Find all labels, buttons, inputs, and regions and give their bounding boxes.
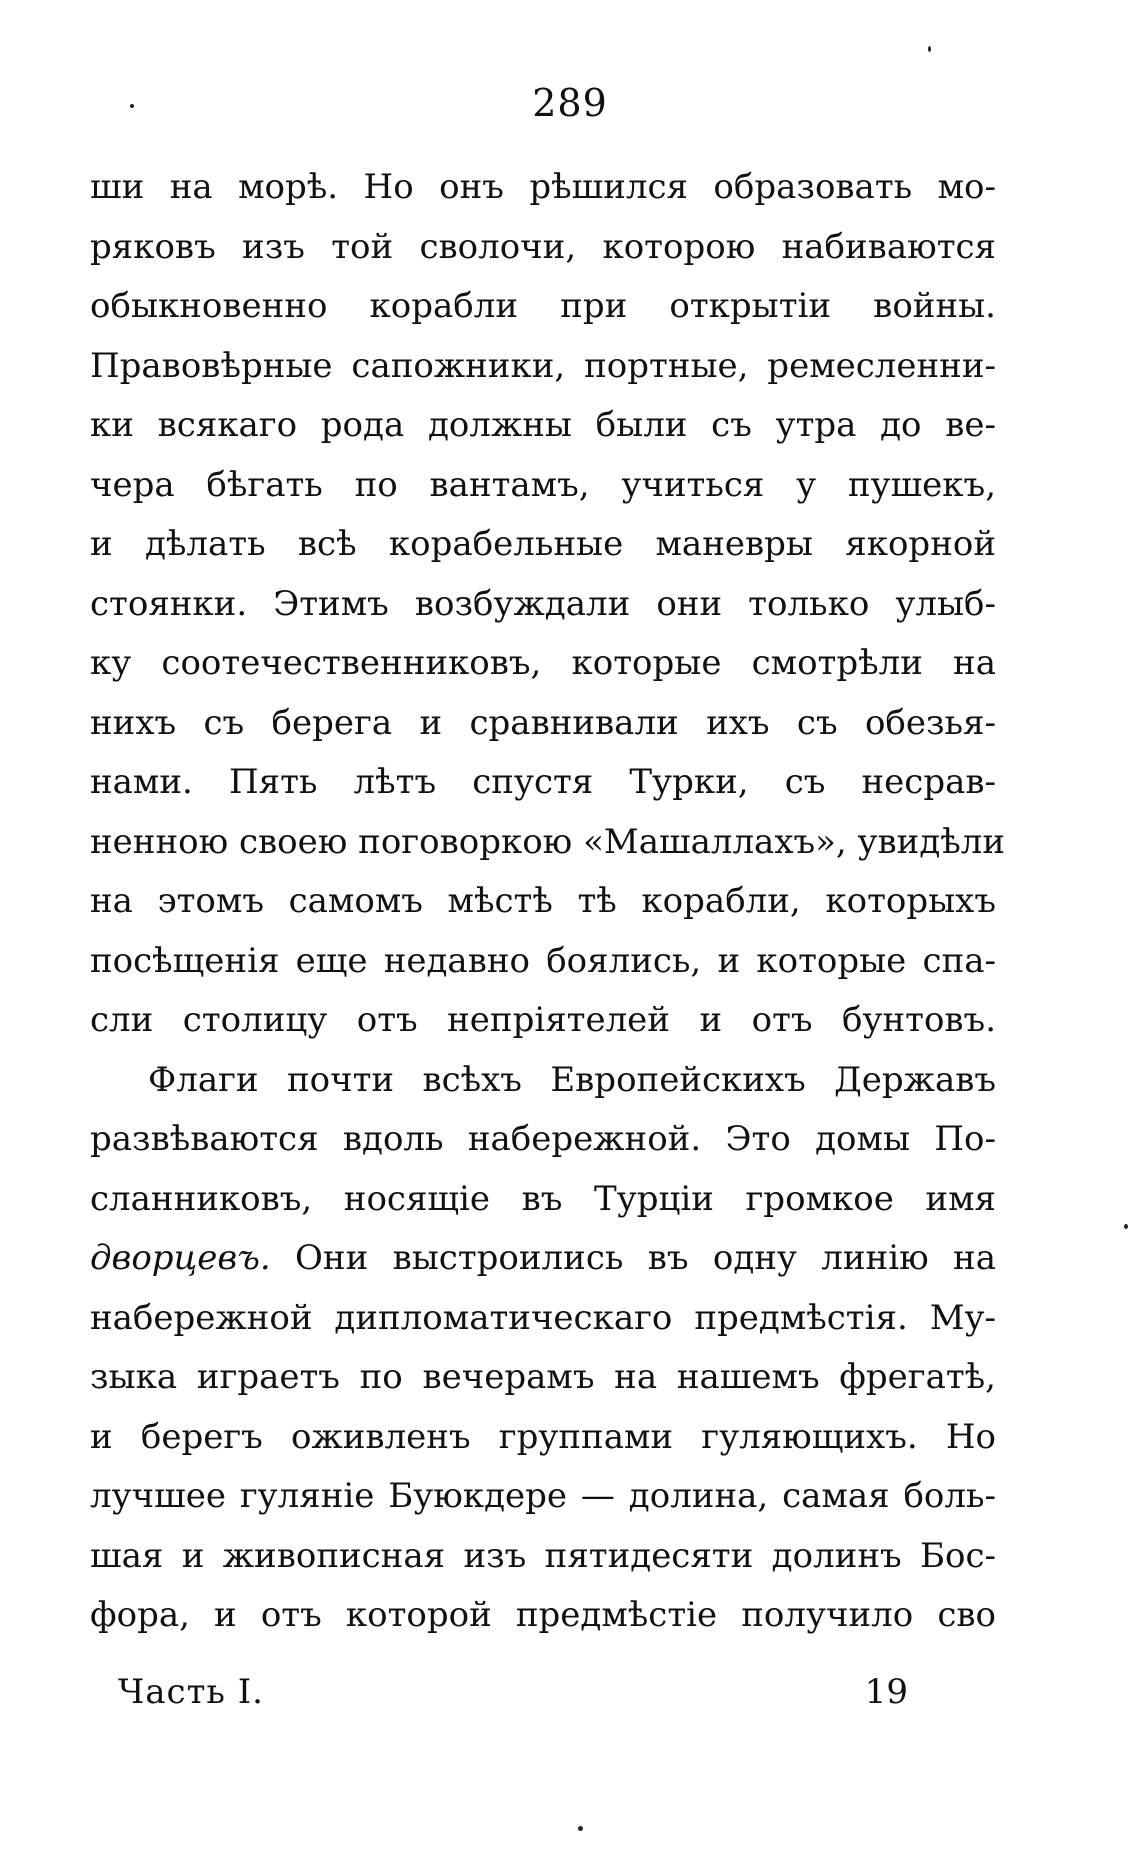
paragraph-first-line: Флаги почти всѣхъ Европейскихъ Державъ — [148, 1059, 996, 1100]
print-speck — [130, 104, 134, 108]
signature-mark: Часть I. — [118, 1672, 264, 1712]
text-line: нихъ съ берега и сравнивали ихъ съ обезья- — [90, 702, 996, 743]
text-line: шая и живописная изъ пятидесяти долинъ Бос- — [90, 1535, 996, 1576]
text-line: Правовѣрные сапожники, портные, ремесленни- — [90, 345, 996, 386]
text-line: обыкновенно корабли при открытіи войны. — [90, 286, 996, 326]
text-line: и дѣлать всѣ корабельные маневры якорной — [90, 524, 996, 564]
text-line: чера бѣгать по вантамъ, учиться у пушекъ, — [90, 464, 996, 505]
text-line: ки всякаго рода должны были съ утра до ве- — [90, 405, 996, 445]
signature-number: 19 — [864, 1672, 908, 1712]
text-line: ку соотечественниковъ, которые смотрѣли на — [90, 643, 996, 683]
text-line: лучшее гуляніе Буюкдере — долина, самая боль- — [90, 1476, 996, 1516]
text-line: зыка играетъ по вечерамъ на нашемъ фрегатѣ, — [90, 1357, 996, 1397]
text-line: ши на морѣ. Но онъ рѣшился образовать мо- — [90, 167, 996, 207]
text-line: на этомъ самомъ мѣстѣ тѣ корабли, которыхъ — [90, 881, 996, 921]
print-speck — [1124, 1224, 1128, 1229]
page-footer — [118, 1664, 908, 1720]
text-line: нами. Пять лѣтъ спустя Турки, съ несрав- — [90, 762, 996, 802]
text-fragment: Они выстроились въ одну линію на — [270, 1238, 996, 1278]
print-speck — [928, 46, 931, 52]
text-line-with-italic — [90, 1229, 996, 1289]
text-line: ряковъ изъ той сволочи, которою набиваются — [90, 226, 996, 267]
text-line: стоянки. Этимъ возбуждали они только улыб- — [90, 583, 996, 624]
text-line: сли столицу отъ непріятелей и отъ бунтовъ. — [90, 1000, 996, 1040]
text-line: ненною своею поговоркою «Машаллахъ», увидѣли — [90, 821, 1006, 862]
text-line: посѣщенія еще недавно боялись, и которые спа- — [90, 940, 996, 981]
print-speck — [578, 1826, 583, 1831]
body-text — [90, 158, 1006, 1646]
text-line: сланниковъ, носящіе въ Турціи громкое имя — [90, 1178, 996, 1219]
text-line: развѣваются вдоль набережной. Это домы По- — [90, 1119, 996, 1159]
text-line: набережной дипломатическаго предмѣстія. Му- — [90, 1297, 996, 1338]
text-line: и берегъ оживленъ группами гуляющихъ. Но — [90, 1416, 996, 1457]
page-number: 289 — [532, 81, 608, 125]
text-line: фора, и отъ которой предмѣстіе получило сво — [90, 1595, 996, 1635]
italic-word: дворцевъ. — [90, 1238, 271, 1278]
